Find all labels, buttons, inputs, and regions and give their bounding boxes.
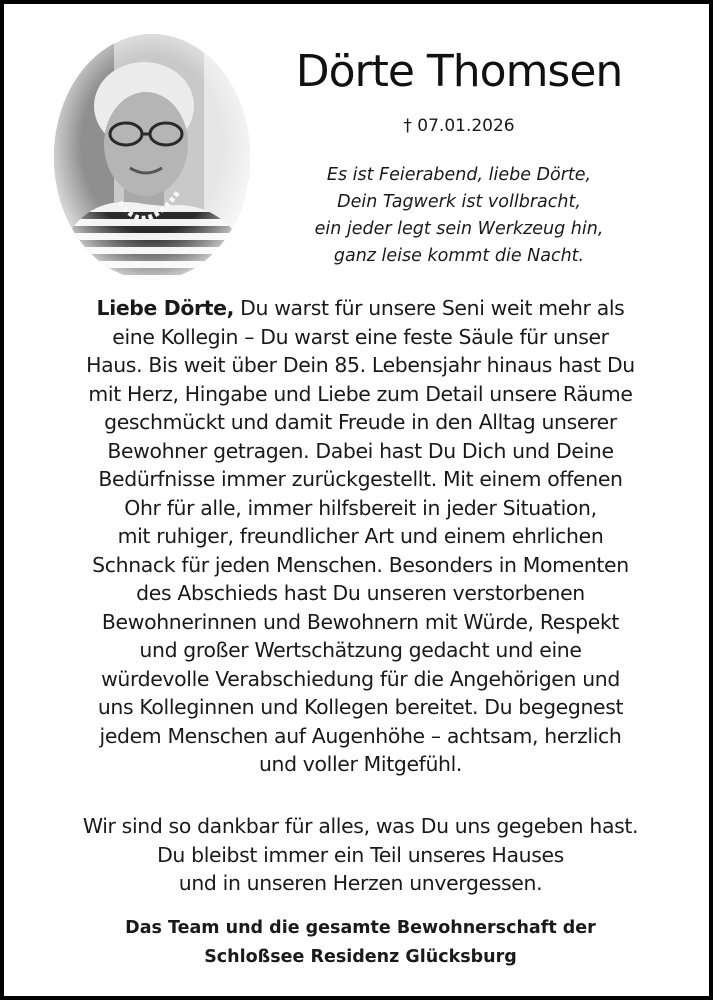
- tribute-line: jedem Menschen auf Augenhöhe – achtsam, herzlich: [99, 723, 622, 748]
- tribute-line: mit Herz, Hingabe und Liebe zum Detail unsere Räume: [88, 381, 633, 406]
- signature-block: [28, 914, 693, 972]
- memorial-poem: [254, 162, 664, 270]
- tribute-line: und voller Mitgefühl.: [258, 752, 463, 776]
- poem-line: Dein Tagwerk ist vollbracht,: [337, 192, 581, 212]
- portrait-photo: [54, 34, 250, 280]
- deceased-name: Dörte Thomsen: [295, 46, 623, 97]
- tribute-text: [28, 294, 693, 779]
- tribute-line: Bewohnerinnen und Bewohnern mit Würde, Respekt: [101, 609, 620, 634]
- closing-text: [28, 812, 693, 898]
- greeting: Liebe Dörte,: [96, 296, 234, 320]
- tribute-line-rest: Du warst für unsere Seni weit mehr als: [234, 296, 625, 320]
- death-date: † 07.01.2026: [403, 116, 515, 136]
- tribute-line: Haus. Bis weit über Dein 85. Lebensjahr hinaus hast Du: [86, 353, 635, 377]
- tribute-line: uns Kolleginnen und Kollegen bereitet. Du begegnest: [97, 695, 624, 719]
- tribute-line: Bedürfnisse immer zurückgestellt. Mit einem offenen: [98, 467, 623, 491]
- tribute-line: Bewohner getragen. Dabei hast Du Dich und Deine: [107, 438, 614, 463]
- closing-line: Wir sind so dankbar für alles, was Du uns gegeben hast.: [82, 814, 639, 838]
- tribute-line: geschmückt und damit Freude in den Alltag unserer: [104, 410, 617, 434]
- tribute-line: mit ruhiger, freundlicher Art und einem ehrlichen: [117, 524, 604, 548]
- tribute-line: Schnack für jeden Menschen. Besonders in Momenten: [92, 552, 629, 577]
- poem-line: Es ist Feierabend, liebe Dörte,: [326, 165, 592, 185]
- tribute-line: würdevolle Verabschiedung für die Angehörigen und: [101, 666, 620, 691]
- signature-line: Das Team und die gesamte Bewohnerschaft der: [125, 918, 596, 938]
- closing-line: und in unseren Herzen unvergessen.: [178, 871, 543, 895]
- tribute-line: Ohr für alle, immer hilfsbereit in jeder Situation,: [124, 495, 597, 520]
- poem-line: ganz leise kommt die Nacht.: [333, 246, 585, 266]
- tribute-line: des Abschieds hast Du unseren verstorbenen: [136, 581, 585, 605]
- signature-line: Schloßsee Residenz Glücksburg: [204, 947, 517, 967]
- tribute-line: eine Kollegin – Du warst eine feste Säule für unser: [112, 324, 609, 349]
- tribute-line-first: [28, 294, 693, 323]
- closing-line: Du bleibst immer ein Teil unseres Hauses: [157, 842, 564, 867]
- poem-line: ein jeder legt sein Werkzeug hin,: [314, 219, 604, 239]
- tribute-line: und großer Wertschätzung gedacht und eine: [139, 638, 582, 662]
